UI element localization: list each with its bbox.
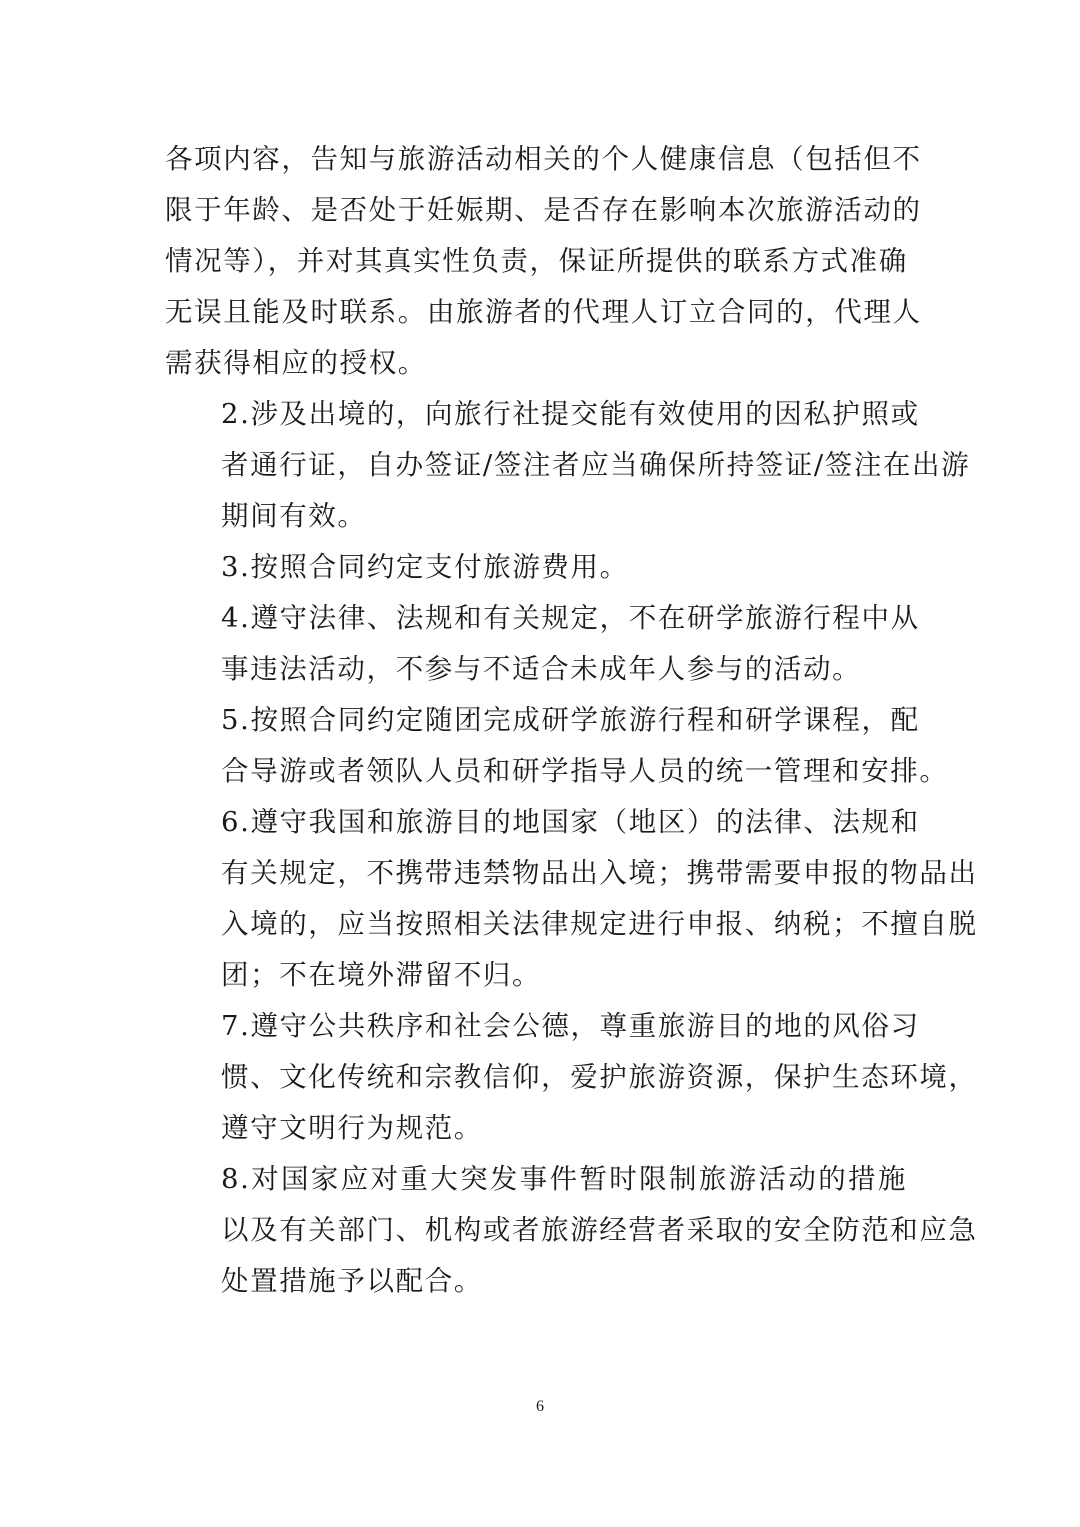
paragraph	[165, 1001, 978, 1154]
paragraph	[165, 389, 971, 542]
paragraph	[165, 134, 922, 389]
text-line: 3.按照合同约定支付旅游费用。	[221, 551, 629, 583]
text-line: 5.按照合同约定随团完成研学旅游行程和研学课程，配	[221, 704, 920, 736]
text-line: 以及有关部门、机构或者旅游经营者采取的安全防范和应急	[221, 1214, 978, 1246]
text-line: 8.对国家应对重大突发事件暂时限制旅游活动的措施	[221, 1163, 907, 1195]
paragraph	[165, 797, 978, 1001]
text-line: 7.遵守公共秩序和社会公德，尊重旅游目的地的风俗习	[221, 1010, 920, 1042]
document-body	[165, 134, 978, 1307]
paragraph	[165, 695, 949, 797]
paragraph	[165, 1154, 978, 1307]
text-line: 处置措施予以配合。	[221, 1265, 483, 1297]
text-line: 无误且能及时联系。由旅游者的代理人订立合同的，代理人	[165, 296, 922, 328]
text-line: 有关规定，不携带违禁物品出入境；携带需要申报的物品出	[221, 857, 978, 889]
text-line: 惯、文化传统和宗教信仰，爱护旅游资源，保护生态环境，	[221, 1061, 978, 1093]
text-line: 团；不在境外滞留不归。	[221, 959, 542, 991]
text-line: 情况等），并对其真实性负责，保证所提供的联系方式准确	[165, 245, 908, 277]
text-line: 遵守文明行为规范。	[221, 1112, 483, 1144]
paragraph	[165, 542, 907, 593]
text-line: 合导游或者领队人员和研学指导人员的统一管理和安排。	[221, 755, 949, 787]
page-number: 6	[536, 1398, 544, 1415]
text-line: 6.遵守我国和旅游目的地国家（地区）的法律、法规和	[221, 806, 920, 838]
text-line: 事违法活动，不参与不适合未成年人参与的活动。	[221, 653, 862, 685]
text-line: 限于年龄、是否处于妊娠期、是否存在影响本次旅游活动的	[165, 194, 922, 226]
text-line: 需获得相应的授权。	[165, 347, 427, 379]
text-line: 期间有效。	[221, 500, 367, 532]
paragraph	[165, 593, 920, 695]
text-line: 2.涉及出境的，向旅行社提交能有效使用的因私护照或	[221, 398, 920, 430]
text-line: 4.遵守法律、法规和有关规定，不在研学旅游行程中从	[221, 602, 920, 634]
text-line: 各项内容，告知与旅游活动相关的个人健康信息（包括但不	[165, 143, 922, 175]
text-line: 入境的，应当按照相关法律规定进行申报、纳税；不擅自脱	[221, 908, 978, 940]
text-line: 者通行证，自办签证/签注者应当确保所持签证/签注在出游	[221, 449, 971, 481]
